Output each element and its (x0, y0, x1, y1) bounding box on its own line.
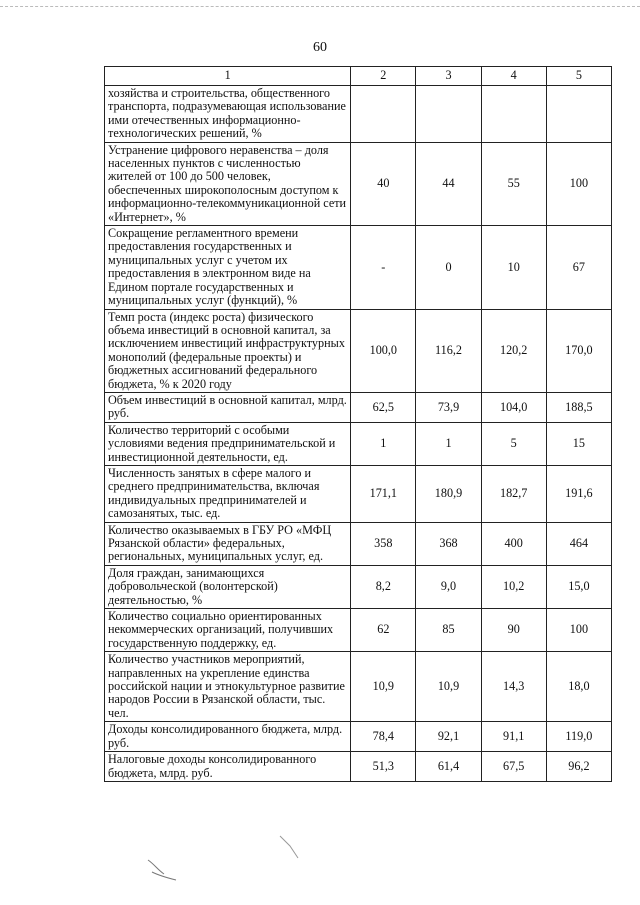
column-header-4: 4 (481, 67, 546, 86)
table-row (105, 142, 612, 225)
value-cell-col-3: 116,2 (416, 309, 481, 392)
table-row (105, 309, 612, 392)
value-cell-col-4: 10 (481, 226, 546, 309)
value-cell-col-2: 40 (351, 142, 416, 225)
table-row (105, 722, 612, 752)
value-cell-col-4: 91,1 (481, 722, 546, 752)
table-row (105, 226, 612, 309)
value-cell-col-4: 120,2 (481, 309, 546, 392)
value-cell-col-5: 188,5 (546, 392, 611, 422)
value-cell-col-4: 5 (481, 422, 546, 465)
value-cell-col-5: 100 (546, 609, 611, 652)
table-row (105, 465, 612, 522)
value-cell-col-5: 170,0 (546, 309, 611, 392)
indicator-cell: Количество территорий с особыми условиями ведения предпринимательской и инвестиционной деятельности, ед. (105, 422, 351, 465)
table-body (105, 67, 612, 782)
indicator-cell: Сокращение регламентного времени предоставления государственных и муниципальных услуг с учетом их предоставления в электронном виде на Едином портале государственных и муниципальных услуг (функций), % (105, 226, 351, 309)
value-cell-col-2: - (351, 226, 416, 309)
table-row (105, 609, 612, 652)
table-row (105, 392, 612, 422)
value-cell-col-5: 119,0 (546, 722, 611, 752)
indicator-cell: Количество социально ориентированных некоммерческих организаций, получивших государственную поддержку, ед. (105, 609, 351, 652)
value-cell-col-2: 62,5 (351, 392, 416, 422)
indicator-cell: Численность занятых в сфере малого и среднего предпринимательства, включая индивидуальных предпринимателей и самозанятых, тыс. ед. (105, 465, 351, 522)
value-cell-col-2: 1 (351, 422, 416, 465)
value-cell-col-4: 104,0 (481, 392, 546, 422)
table-row (105, 422, 612, 465)
indicator-cell: Доля граждан, занимающихся добровольческой (волонтерской) деятельностью, % (105, 565, 351, 608)
table-row (105, 86, 612, 143)
indicator-cell: Устранение цифрового неравенства – доля населенных пунктов с численностью жителей от 100 до 500 человек, обеспеченных широкополосным доступом к информационно-телекоммуникационной сети «Интернет», % (105, 142, 351, 225)
value-cell-col-5: 15 (546, 422, 611, 465)
value-cell-col-2: 51,3 (351, 752, 416, 782)
scan-edge-line (0, 6, 640, 9)
value-cell-col-4: 10,2 (481, 565, 546, 608)
column-header-3: 3 (416, 67, 481, 86)
value-cell-col-2: 358 (351, 522, 416, 565)
value-cell-col-5: 100 (546, 142, 611, 225)
indicator-cell: Количество оказываемых в ГБУ РО «МФЦ Рязанской области» федеральных, региональных, муниципальных услуг, ед. (105, 522, 351, 565)
indicator-cell: хозяйства и строительства, общественного транспорта, подразумевающая использование ими отечественных информационно-технологических решений, % (105, 86, 351, 143)
value-cell-col-5: 464 (546, 522, 611, 565)
value-cell-col-3 (416, 86, 481, 143)
indicators-table (104, 66, 612, 782)
column-header-5: 5 (546, 67, 611, 86)
value-cell-col-4: 90 (481, 609, 546, 652)
value-cell-col-2 (351, 86, 416, 143)
indicator-cell: Доходы консолидированного бюджета, млрд. руб. (105, 722, 351, 752)
table-row (105, 752, 612, 782)
value-cell-col-5: 67 (546, 226, 611, 309)
value-cell-col-3: 0 (416, 226, 481, 309)
value-cell-col-2: 78,4 (351, 722, 416, 752)
value-cell-col-3: 44 (416, 142, 481, 225)
indicator-cell: Налоговые доходы консолидированного бюджета, млрд. руб. (105, 752, 351, 782)
value-cell-col-3: 1 (416, 422, 481, 465)
table-row (105, 522, 612, 565)
table-row (105, 565, 612, 608)
value-cell-col-3: 92,1 (416, 722, 481, 752)
table-header-row (105, 67, 612, 86)
indicator-cell: Темп роста (индекс роста) физического объема инвестиций в основной капитал, за исключением инвестиций инфраструктурных монополий (федеральные проекты) и бюджетных ассигнований федерального бюджета, % к 2020 году (105, 309, 351, 392)
pen-scribble-mark (140, 850, 200, 890)
value-cell-col-4: 67,5 (481, 752, 546, 782)
value-cell-col-5: 18,0 (546, 652, 611, 722)
column-header-1: 1 (105, 67, 351, 86)
indicator-cell: Объем инвестиций в основной капитал, млрд. руб. (105, 392, 351, 422)
value-cell-col-2: 171,1 (351, 465, 416, 522)
value-cell-col-5 (546, 86, 611, 143)
value-cell-col-3: 180,9 (416, 465, 481, 522)
value-cell-col-2: 100,0 (351, 309, 416, 392)
value-cell-col-3: 73,9 (416, 392, 481, 422)
value-cell-col-3: 368 (416, 522, 481, 565)
value-cell-col-4: 14,3 (481, 652, 546, 722)
pen-stroke-mark (276, 832, 316, 862)
value-cell-col-5: 96,2 (546, 752, 611, 782)
value-cell-col-4: 182,7 (481, 465, 546, 522)
value-cell-col-4: 55 (481, 142, 546, 225)
value-cell-col-3: 61,4 (416, 752, 481, 782)
value-cell-col-4: 400 (481, 522, 546, 565)
value-cell-col-4 (481, 86, 546, 143)
value-cell-col-2: 8,2 (351, 565, 416, 608)
value-cell-col-2: 10,9 (351, 652, 416, 722)
value-cell-col-5: 15,0 (546, 565, 611, 608)
value-cell-col-3: 10,9 (416, 652, 481, 722)
value-cell-col-2: 62 (351, 609, 416, 652)
value-cell-col-5: 191,6 (546, 465, 611, 522)
table-row (105, 652, 612, 722)
value-cell-col-3: 9,0 (416, 565, 481, 608)
value-cell-col-3: 85 (416, 609, 481, 652)
page-number: 60 (313, 40, 327, 55)
indicator-cell: Количество участников мероприятий, направленных на укрепление единства российской нации и этнокультурное развитие народов России в Рязанской области, тыс. чел. (105, 652, 351, 722)
column-header-2: 2 (351, 67, 416, 86)
